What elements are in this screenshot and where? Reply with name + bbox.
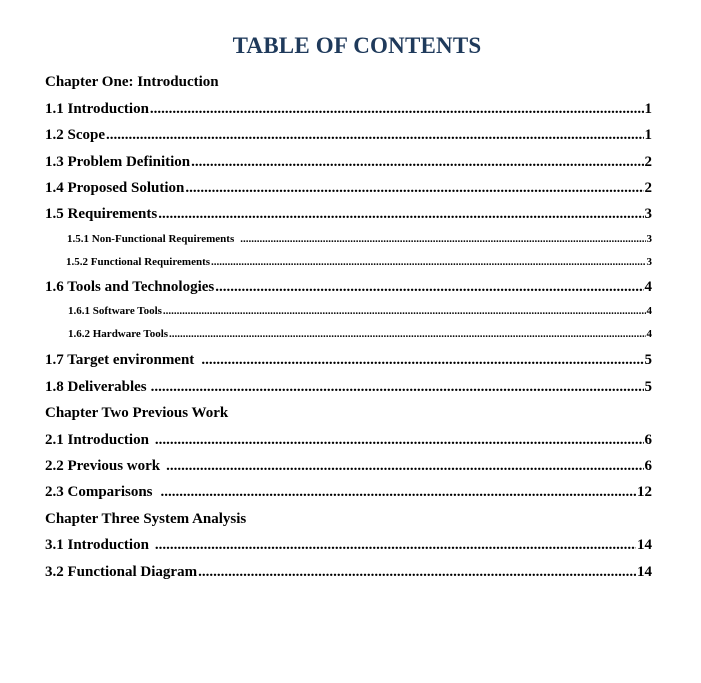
toc-page-number: 1: [644, 101, 652, 117]
dot-leader: [185, 180, 643, 197]
toc-page-number: 6: [644, 432, 652, 448]
toc-entry-1-1[interactable]: [45, 101, 652, 118]
page-title: TABLE OF CONTENTS: [232, 33, 482, 58]
dot-leader: [155, 432, 644, 449]
toc-entry-3-1[interactable]: [45, 537, 652, 554]
toc-entry-1-2[interactable]: [45, 127, 652, 144]
toc-page-number: 2: [644, 180, 652, 196]
toc-page-number: 14: [637, 564, 652, 580]
toc-entry-label: 1.1 Introduction: [45, 101, 149, 117]
toc-page-number: 3: [644, 206, 652, 222]
chapter-one-heading: Chapter One: Introduction: [45, 74, 219, 90]
toc-entry-2-3[interactable]: [45, 484, 652, 501]
dot-leader: [215, 279, 643, 296]
dot-leader: [150, 101, 644, 118]
dot-leader: [155, 537, 636, 554]
toc-entry-3-2[interactable]: [45, 564, 652, 581]
dot-leader: [240, 233, 645, 245]
toc-entry-1-6-1[interactable]: [68, 305, 652, 317]
toc-entry-label: 1.8 Deliverables: [45, 379, 147, 395]
toc-entry-1-6[interactable]: [45, 279, 652, 296]
toc-entry-1-7[interactable]: [45, 352, 652, 369]
toc-entry-label: 2.1 Introduction: [45, 432, 149, 448]
toc-page-number: 12: [637, 484, 652, 500]
toc-entry-2-2[interactable]: [45, 458, 652, 475]
dot-leader: [191, 154, 643, 171]
toc-entry-label: 1.6.2 Hardware Tools: [68, 328, 169, 340]
dot-leader: [211, 256, 645, 268]
dot-leader: [169, 328, 645, 340]
dot-leader: [158, 206, 643, 223]
toc-page-number: 4: [646, 305, 652, 317]
toc-entry-1-4[interactable]: [45, 180, 652, 197]
dot-leader: [106, 127, 644, 144]
toc-entry-1-8[interactable]: [45, 379, 652, 396]
toc-page-number: 5: [644, 379, 652, 395]
toc-entry-label: 2.3 Comparisons: [45, 484, 153, 500]
toc-page-number: 4: [644, 279, 652, 295]
toc-page-number: 2: [644, 154, 652, 170]
chapter-two-heading: Chapter Two Previous Work: [45, 405, 229, 421]
dot-leader: [166, 458, 643, 475]
toc-entry-label: 3.2 Functional Diagram: [45, 564, 198, 580]
dot-leader: [163, 305, 646, 317]
toc-entry-label: 1.4 Proposed Solution: [45, 180, 185, 196]
dot-leader: [161, 484, 636, 501]
dot-leader: [201, 352, 643, 369]
toc-entry-label: 1.6 Tools and Technologies: [45, 279, 215, 295]
toc-page-number: 1: [644, 127, 652, 143]
toc-entry-1-5[interactable]: [45, 206, 652, 223]
toc-entry-label: 1.5 Requirements: [45, 206, 158, 222]
toc-page-number: 3: [646, 233, 652, 245]
toc-entry-label: 1.6.1 Software Tools: [68, 305, 162, 317]
toc-entry-1-6-2[interactable]: [68, 328, 652, 340]
toc-page-number: 14: [637, 537, 652, 553]
toc-entry-2-1[interactable]: [45, 432, 652, 449]
toc-entry-1-5-1[interactable]: [67, 233, 652, 245]
toc-entry-1-5-2[interactable]: [66, 256, 652, 268]
dot-leader: [198, 564, 636, 581]
toc-page-number: 6: [644, 458, 652, 474]
toc-page-number: 4: [646, 328, 652, 340]
toc-page-number: 3: [646, 256, 652, 268]
toc-entry-1-3[interactable]: [45, 154, 652, 171]
dot-leader: [151, 379, 644, 396]
toc-entry-label: 2.2 Previous work: [45, 458, 161, 474]
toc-entry-label: 1.3 Problem Definition: [45, 154, 191, 170]
toc-entry-label: 1.2 Scope: [45, 127, 105, 143]
toc-entry-label: 1.5.2 Functional Requirements: [66, 256, 211, 268]
toc-page-number: 5: [644, 352, 652, 368]
toc-entry-label: 1.7 Target environment: [45, 352, 195, 368]
toc-entry-label: 3.1 Introduction: [45, 537, 149, 553]
chapter-three-heading: Chapter Three System Analysis: [45, 511, 247, 527]
toc-entry-label: 1.5.1 Non-Functional Requirements: [67, 233, 235, 245]
